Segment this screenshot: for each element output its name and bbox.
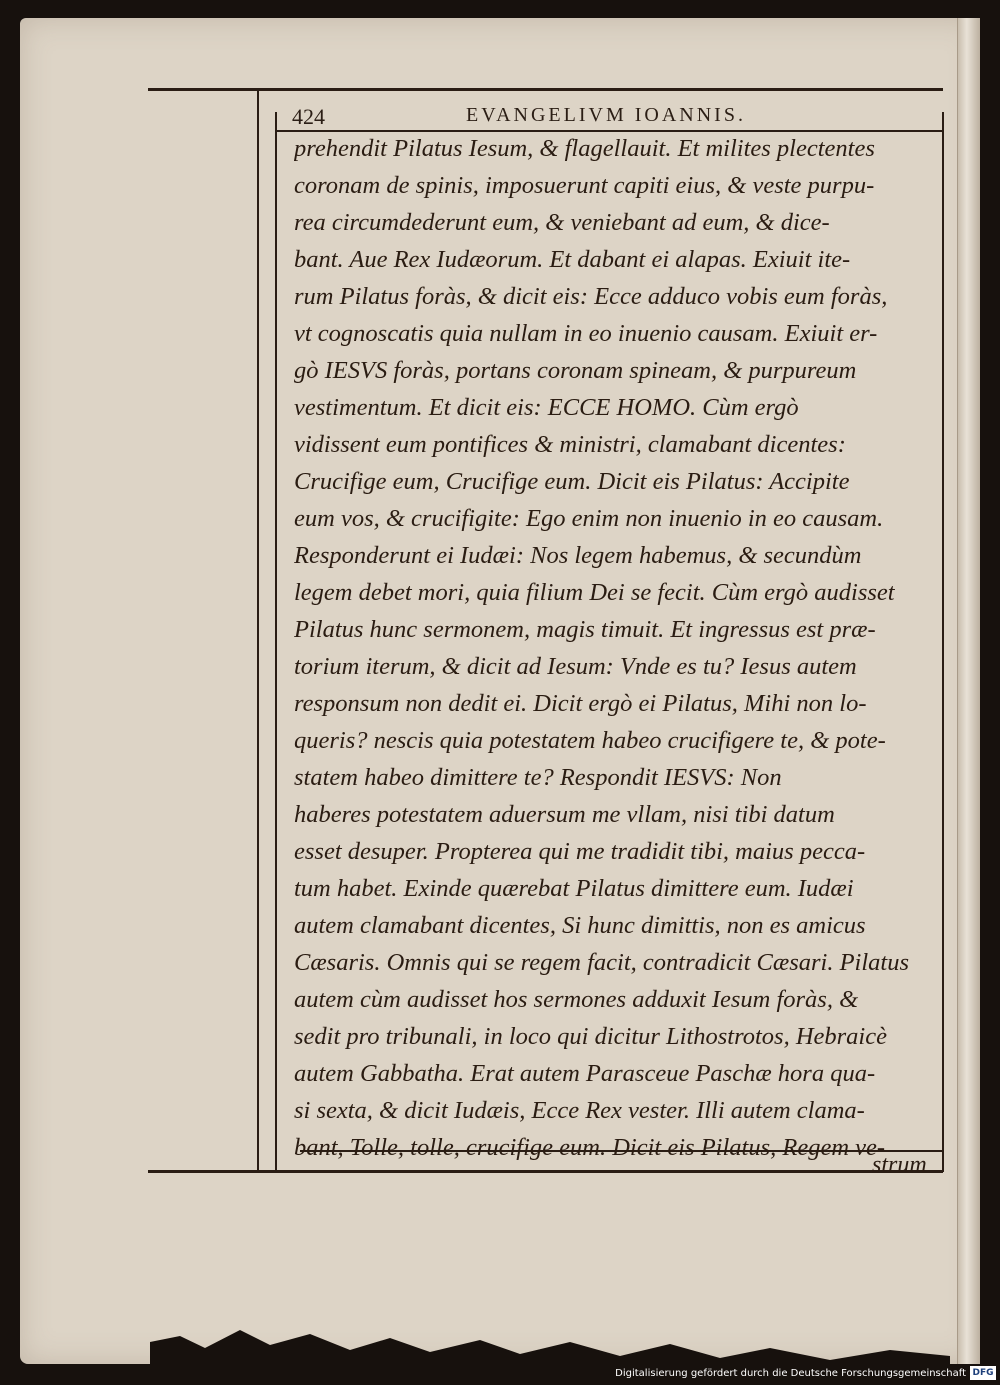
- text-line: torium iterum, & dicit ad Iesum: Vnde es tu? Iesus autem: [294, 653, 857, 680]
- body-text: [294, 130, 934, 1166]
- text-line: legem debet mori, quia filium Dei se fecit. Cùm ergò audisset: [294, 579, 895, 606]
- frame-outer-left-rule: [257, 90, 259, 1172]
- text-line: rum Pilatus foràs, & dicit eis: Ecce adduco vobis eum foràs,: [294, 283, 888, 310]
- funding-note: Digitalisierung gefördert durch die Deutsche Forschungsgemeinschaft: [615, 1368, 966, 1379]
- text-line: gò IESVS foràs, portans coronam spineam, & purpureum: [294, 357, 857, 384]
- text-line: sedit pro tribunali, in loco qui dicitur Lithostrotos, Hebraicè: [294, 1023, 887, 1050]
- text-line: autem cùm audisset hos sermones adduxit Iesum foràs, &: [294, 986, 859, 1013]
- text-line: vidissent eum pontifices & ministri, clamabant dicentes:: [294, 431, 846, 458]
- torn-bottom-edge: [150, 1290, 950, 1366]
- text-line: Crucifige eum, Crucifige eum. Dicit eis Pilatus: Accipite: [294, 468, 850, 495]
- text-line: coronam de spinis, imposuerunt capiti eius, & veste purpu-: [294, 172, 875, 199]
- text-line: queris? nescis quia potestatem habeo crucifigere te, & pote-: [294, 727, 886, 754]
- text-line: si sexta, & dicit Iudæis, Ecce Rex vester. Illi autem clama-: [294, 1097, 865, 1124]
- text-line: rea circumdederunt eum, & veniebant ad eum, & dice-: [294, 209, 830, 236]
- text-line: bant, Tolle, tolle, crucifige eum. Dicit eis Pilatus, Regem ve-: [294, 1134, 886, 1161]
- running-head: EVANGELIVM IOANNIS.: [466, 104, 746, 126]
- text-line: tum habet. Exinde quærebat Pilatus dimittere eum. Iudæi: [294, 875, 854, 902]
- text-line: Responderunt ei Iudæi: Nos legem habemus, & secundùm: [294, 542, 862, 569]
- text-line: bant. Aue Rex Iudæorum. Et dabant ei alapas. Exiuit ite-: [294, 246, 851, 273]
- dfg-logo: DFG: [970, 1366, 996, 1380]
- text-line: haberes potestatem aduersum me vllam, nisi tibi datum: [294, 801, 835, 828]
- frame-right-rule: [942, 112, 944, 1172]
- page-gutter: [957, 18, 980, 1364]
- catchword: strum: [872, 1152, 927, 1178]
- text-line: responsum non dedit ei. Dicit ergò ei Pilatus, Mihi non lo-: [294, 690, 867, 717]
- frame-inner-left-rule: [275, 112, 277, 1172]
- text-line: Pilatus hunc sermonem, magis timuit. Et ingressus est præ-: [294, 616, 876, 643]
- text-line: autem clamabant dicentes, Si hunc dimittis, non es amicus: [294, 912, 866, 939]
- text-line: autem Gabbatha. Erat autem Parasceue Paschæ hora qua-: [294, 1060, 876, 1087]
- text-line: Cæsaris. Omnis qui se regem facit, contradicit Cæsari. Pilatus: [294, 949, 910, 976]
- page-number: 424: [292, 104, 325, 129]
- frame-top-rule: [148, 88, 943, 91]
- text-line: statem habeo dimittere te? Respondit IESVS: Non: [294, 764, 782, 791]
- text-line: prehendit Pilatus Iesum, & flagellauit. Et milites plectentes: [294, 135, 875, 162]
- text-line: esset desuper. Propterea qui me tradidit tibi, maius pecca-: [294, 838, 866, 865]
- frame-bottom-rule: [148, 1170, 943, 1173]
- text-line: eum vos, & crucifigite: Ego enim non inuenio in eo causam.: [294, 505, 884, 532]
- text-line: vt cognoscatis quia nullam in eo inuenio causam. Exiuit er-: [294, 320, 878, 347]
- text-line: vestimentum. Et dicit eis: ECCE HOMO. Cùm ergò: [294, 394, 799, 421]
